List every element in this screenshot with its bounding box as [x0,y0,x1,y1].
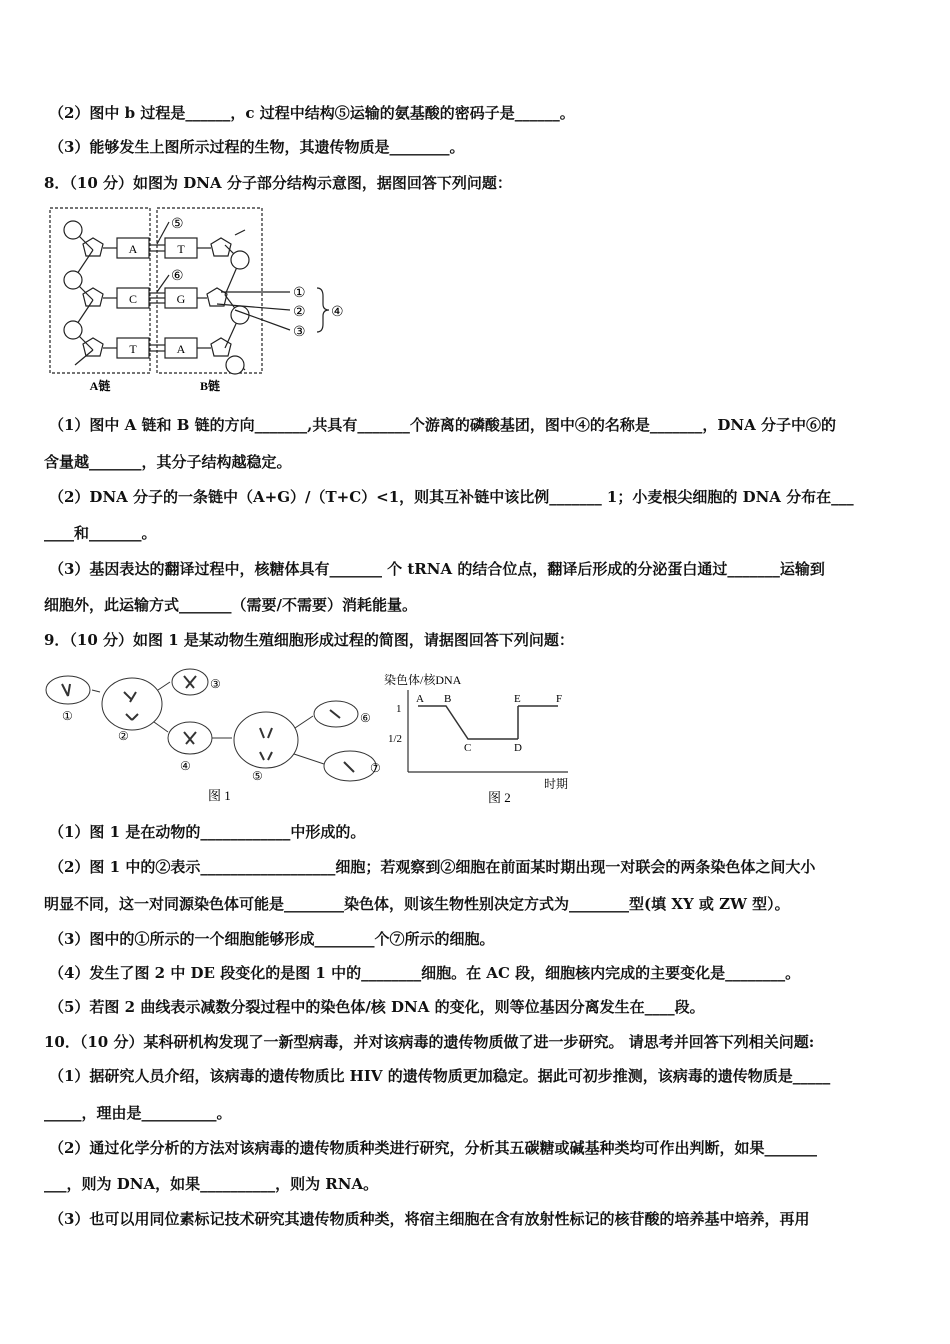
q8-1-line-b: 含量越_______，其分子结构越稳定。 [44,453,292,471]
base-a-1: A [128,242,138,256]
figure-1-caption: 图 1 [208,788,231,803]
q9-2-line-b: 明显不同，这一对同源染色体可能是________染色体，则该生物性别决定方式为________型(填 XY 或 ZW 型）。 [44,895,790,913]
x-axis-label: 时期 [544,777,569,791]
base-b-1: T [177,242,185,256]
q7-2-line: （2）图中 b 过程是______，c 过程中结构⑤运输的氨基酸的密码子是______。 [49,104,575,122]
label-1: ① [293,286,306,301]
q10-1-line-b: _____，理由是__________。 [44,1104,232,1122]
point-a-label: A [416,693,424,705]
q10-2-line-b: ___，则为 DNA，如果__________，则为 RNA。 [44,1175,379,1193]
cell-label-6: ⑥ [360,711,371,725]
q8-1-line-a: （1）图中 A 链和 B 链的方向_______,共具有_______个游离的磷酸基团，图中④的名称是_______，DNA 分子中⑥的 [49,416,836,434]
q9-5-line: （5）若图 2 曲线表示减数分裂过程中的染色体/核 DNA 的变化，则等位基因分离发生在____段。 [49,998,705,1016]
figure-1-cell-division [40,668,385,806]
label-2: ② [293,305,306,320]
q10-3-line-a: （3）也可以用同位素标记技术研究其遗传物质种类，将宿主细胞在含有放射性标记的核苷酸的培养基中培养，再用 [49,1210,810,1228]
base-a-3: T [129,342,137,356]
cell-label-1: ① [62,709,73,723]
y-axis-label: 染色体/核DNA [384,673,462,687]
ratio-curve [418,706,518,739]
label-3: ③ [293,325,306,340]
figure-2-chart [378,670,593,808]
label-5: ⑤ [171,217,184,232]
point-f-label: F [556,693,563,705]
cell-label-3: ③ [210,677,221,691]
base-a-2: C [128,292,138,306]
ytick-half: 1/2 [388,733,403,745]
q8-3-line-a: （3）基因表达的翻译过程中，核糖体具有_______ 个 tRNA 的结合位点，翻译后形成的分泌蛋白通过_______运输到 [49,560,825,578]
q10-2-line-a: （2）通过化学分析的方法对该病毒的遗传物质种类进行研究，分析其五碳糖或碱基种类均可作出判断，如果_______ [49,1139,817,1157]
cell-label-2: ② [118,729,129,743]
point-e-label: E [514,693,521,705]
q8-title: 8．（10 分）如图为 DNA 分子部分结构示意图，据图回答下列问题： [44,174,512,192]
cell-label-4: ④ [180,759,191,773]
dna-structure-figure [45,200,365,396]
q9-1-line: （1）图 1 是在动物的____________中形成的。 [49,823,366,841]
q8-3-line-b: 细胞外，此运输方式_______（需要/不需要）消耗能量。 [44,596,417,614]
figure-2-caption: 图 2 [488,790,511,805]
ytick-1: 1 [396,703,402,715]
label-4: ④ [331,305,344,320]
chain-a-label: A链 [89,379,111,393]
label-6: ⑥ [171,269,184,284]
cell-label-5: ⑤ [252,769,263,783]
q7-3-line: （3）能够发生上图所示过程的生物，其遗传物质是________。 [49,138,465,156]
q9-3-line: （3）图中的①所示的一个细胞能够形成________个⑦所示的细胞。 [49,930,495,948]
point-c-label: C [464,742,472,754]
q10-title: 10．（10 分）某科研机构发现了一新型病毒，并对该病毒的遗传物质做了进一步研究。 请思考并回答下列相关问题: [44,1033,815,1051]
q8-2-line-a: （2）DNA 分子的一条链中（A+G）/（T+C）<1，则其互补链中该比例_______ 1；小麦根尖细胞的 DNA 分布在___ [49,488,854,506]
q9-title: 9．（10 分）如图 1 是某动物生殖细胞形成过程的简图，请据图回答下列问题： [44,631,574,649]
chain-b-label: B链 [199,379,221,393]
q8-2-line-b: ____和_______。 [44,524,157,542]
point-d-label: D [514,742,522,754]
cell-label-7: ⑦ [370,761,381,775]
q9-4-line: （4）发生了图 2 中 DE 段变化的是图 1 中的________细胞。在 AC 段，细胞核内完成的主要变化是________。 [49,964,801,982]
base-b-3: A [176,342,186,356]
point-b-label: B [444,693,452,705]
q9-2-line-a: （2）图 1 中的②表示__________________细胞；若观察到②细胞在前面某时期出现一对联会的两条染色体之间大小 [49,858,816,876]
q10-1-line-a: （1）据研究人员介绍，该病毒的遗传物质比 HIV 的遗传物质更加稳定。据此可初步推测，该病毒的遗传物质是_____ [49,1067,831,1085]
base-b-2: G [176,292,186,306]
